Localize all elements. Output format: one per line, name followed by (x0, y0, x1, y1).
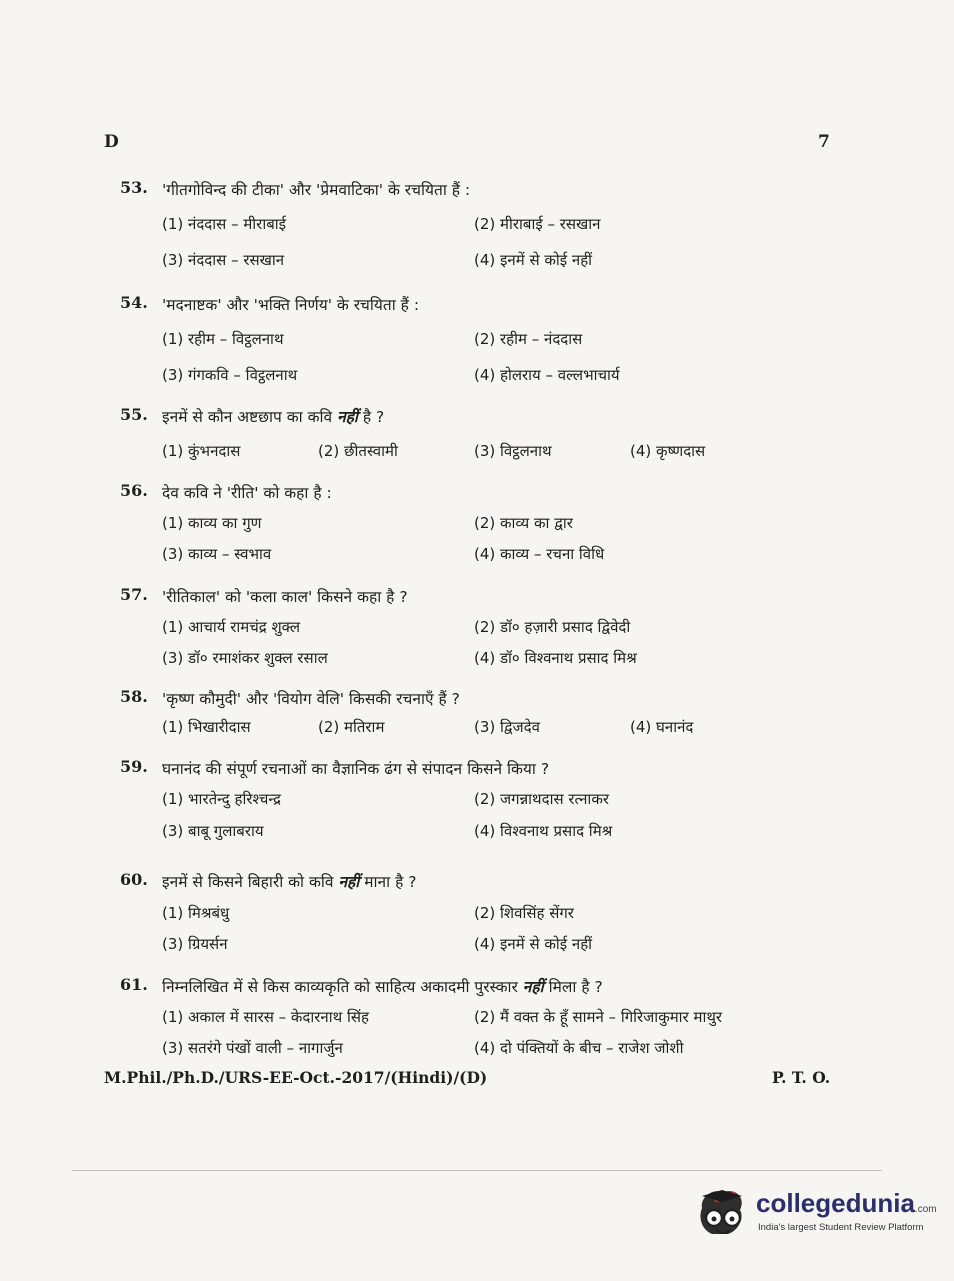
brand-name: collegedunia.com (756, 1188, 937, 1218)
option-3: (3) नंददास – रसखान (162, 251, 285, 269)
option-3: (3) बाबू गुलाबराय (162, 822, 264, 840)
page-number: 7 (818, 132, 830, 152)
student-mascot-icon (692, 1186, 750, 1244)
option-1: (1) काव्य का गुण (162, 514, 262, 532)
option-2: (2) मैं वक्त के हूँ सामने – गिरिजाकुमार माथुर (474, 1008, 723, 1026)
question-number: 59. (120, 757, 148, 776)
pto-label: P. T. O. (772, 1068, 831, 1087)
option-2: (2) डॉ० हज़ारी प्रसाद द्विवेदी (474, 618, 631, 636)
question-text: निम्नलिखित में से किस काव्यकृति को साहित्य अकादमी पुरस्कार नहीं मिला है ? (162, 978, 603, 996)
option-1: (1) नंददास – मीराबाई (162, 215, 287, 233)
option-3: (3) द्विजदेव (474, 718, 540, 736)
option-4: (4) होलराय – वल्लभाचार्य (474, 366, 620, 384)
option-4: (4) इनमें से कोई नहीं (474, 935, 593, 953)
emphasis-not: नहीं (338, 873, 360, 891)
emphasis-not: नहीं (337, 408, 358, 426)
option-4: (4) विश्वनाथ प्रसाद मिश्र (474, 822, 613, 840)
question-number: 55. (120, 405, 148, 424)
question-number: 53. (120, 178, 148, 197)
option-4: (4) दो पंक्तियों के बीच – राजेश जोशी (474, 1039, 684, 1057)
emphasis-not: नहीं (522, 978, 544, 996)
question-text: इनमें से किसने बिहारी को कवि नहीं माना है ? (162, 873, 417, 891)
option-4: (4) कृष्णदास (630, 442, 706, 460)
question-number: 57. (120, 585, 148, 604)
question-text: इनमें से कौन अष्टछाप का कवि नहीं है ? (162, 408, 385, 426)
option-2: (2) रहीम – नंददास (474, 330, 583, 348)
option-2: (2) मीराबाई – रसखान (474, 215, 601, 233)
option-3: (3) सतरंगे पंखों वाली – नागार्जुन (162, 1039, 343, 1057)
option-1: (1) भारतेन्दु हरिश्चन्द्र (162, 790, 281, 808)
option-1: (1) रहीम – विट्ठलनाथ (162, 330, 284, 348)
option-1: (1) मिश्रबंधु (162, 904, 230, 922)
option-3: (3) विट्ठलनाथ (474, 442, 552, 460)
question-number: 61. (120, 975, 148, 994)
page-edge-line (72, 1170, 882, 1171)
option-2: (2) शिवसिंह सेंगर (474, 904, 574, 922)
option-3: (3) काव्य – स्वभाव (162, 545, 272, 563)
question-text: घनानंद की संपूर्ण रचनाओं का वैज्ञानिक ढंग से संपादन किसने किया ? (162, 760, 550, 778)
question-text: 'गीतगोविन्द की टीका' और 'प्रेमवाटिका' के रचयिता हैं : (162, 181, 471, 199)
option-2: (2) मतिराम (318, 718, 385, 736)
option-1: (1) आचार्य रामचंद्र शुक्ल (162, 618, 301, 636)
paper-code: M.Phil./Ph.D./URS-EE-Oct.-2017/(Hindi)/(D) (104, 1068, 488, 1087)
option-4: (4) काव्य – रचना विधि (474, 545, 605, 563)
brand-tagline: India's largest Student Review Platform (758, 1222, 924, 1233)
option-1: (1) अकाल में सारस – केदारनाथ सिंह (162, 1008, 369, 1026)
question-number: 60. (120, 870, 148, 889)
question-text: 'मदनाष्टक' और 'भक्ति निर्णय' के रचयिता हैं : (162, 296, 420, 314)
option-4: (4) घनानंद (630, 718, 694, 736)
option-3: (3) गंगकवि – विट्ठलनाथ (162, 366, 298, 384)
option-1: (1) कुंभनदास (162, 442, 241, 460)
option-4: (4) डॉ० विश्वनाथ प्रसाद मिश्र (474, 649, 637, 667)
option-3: (3) डॉ० रमाशंकर शुक्ल रसाल (162, 649, 328, 667)
option-2: (2) काव्य का द्वार (474, 514, 573, 532)
question-number: 56. (120, 481, 148, 500)
question-number: 54. (120, 293, 148, 312)
section-label: D (104, 132, 119, 152)
option-4: (4) इनमें से कोई नहीं (474, 251, 593, 269)
question-text: देव कवि ने 'रीति' को कहा है : (162, 484, 332, 502)
question-text: 'रीतिकाल' को 'कला काल' किसने कहा है ? (162, 588, 408, 606)
question-number: 58. (120, 687, 148, 706)
option-1: (1) भिखारीदास (162, 718, 251, 736)
collegedunia-watermark (692, 1176, 937, 1256)
option-2: (2) जगन्नाथदास रत्नाकर (474, 790, 609, 808)
question-text: 'कृष्ण कौमुदी' और 'वियोग वेलि' किसकी रचनाएँ हैं ? (162, 690, 460, 708)
option-2: (2) छीतस्वामी (318, 442, 398, 460)
option-3: (3) ग्रियर्सन (162, 935, 228, 953)
